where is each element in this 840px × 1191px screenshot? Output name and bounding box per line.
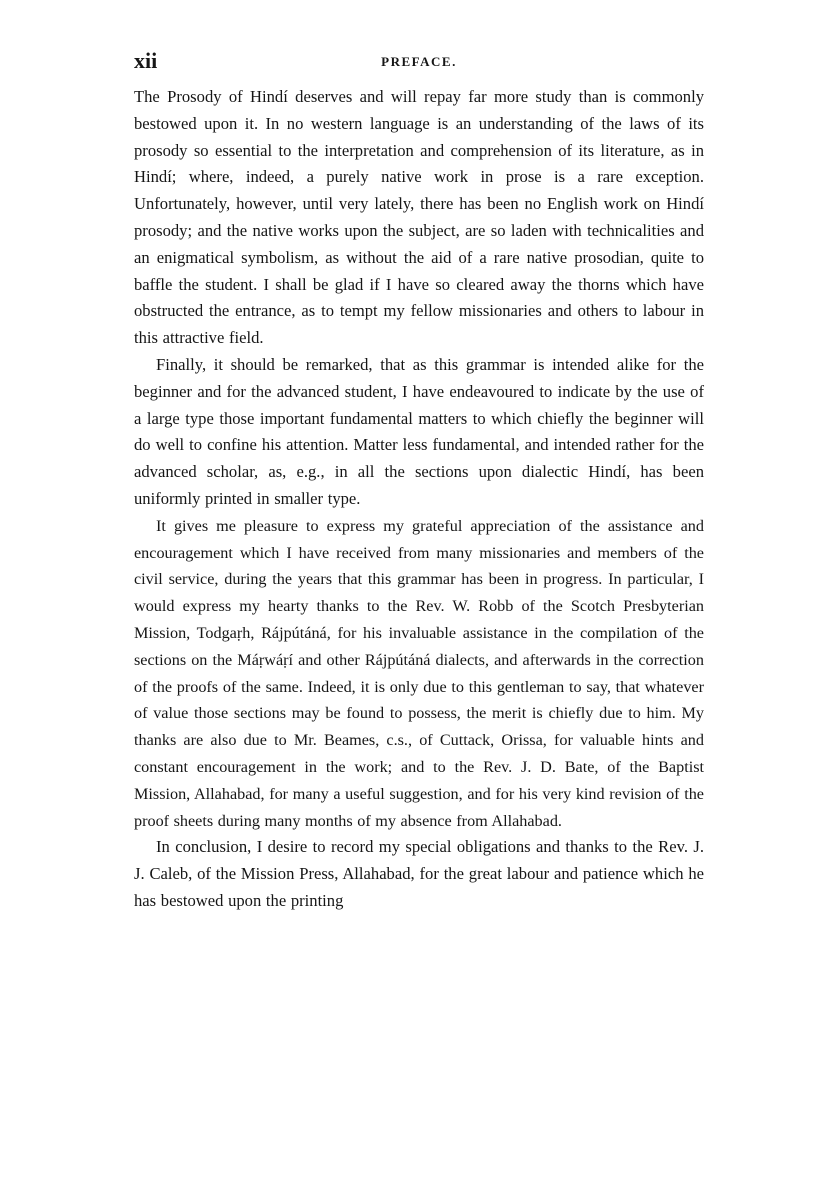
- paragraph-type-sizes: Finally, it should be remarked, that as this grammar is intended alike for the beginner and for the advanced student, I have endeavoured to indicate by the use of a large type those important fundamental matters to which chiefly the beginner will do well to confine his attention. Matter less fundamental, and intended rather for the advanced scholar, as, e.g., in all the sections upon dialectic Hindí, has been uniformly printed in smaller type.: [134, 354, 704, 508]
- page-number: xii: [134, 48, 158, 73]
- paragraph-conclusion: In conclusion, I desire to record my special obligations and thanks to the Rev. J. J. Caleb, of the Mission Press, Allahabad, for the great labour and patience which he has bestowed upon the printing: [134, 837, 704, 910]
- paragraph-acknowledgements: It gives me pleasure to express my grateful appreciation of the assistance and encouragement which I have received from many missionaries and members of the civil service, during the years that this grammar has been in progress. In particular, I would express my hearty thanks to the Rev. W. Robb of the Scotch Presbyterian Mission, Todgaṛh, Rájpútáná, for his invaluable assistance in the compilation of the sections on the Máṛwáṛí and other Rájpútáná dialects, and afterwards in the correction of the proofs of the same. Indeed, it is only due to this gentleman to say, that whatever of value those sections may be found to possess, the merit is chiefly due to him. My thanks are also due to Mr. Beames, c.s., of Cuttack, Orissa, for valuable hints and constant encouragement in the work; and to the Rev. J. D. Bate, of the Baptist Mission, Allahabad, for many a useful suggestion, and for his very kind revision of the proof sheets during many months of my absence from Allahabad.: [134, 516, 704, 830]
- book-page: [134, 50, 704, 915]
- running-title: PREFACE.: [381, 54, 457, 69]
- preface-body: [134, 84, 704, 915]
- paragraph-prosody: The Prosody of Hindí deserves and will repay far more study than is commonly bestowed upon it. In no western language is an understanding of the laws of its prosody so essential to the interpretation and comprehension of its literature, as in Hindí; where, indeed, a purely native work in prose is a rare exception. Unfortunately, however, until very lately, there has been no English work on Hindí prosody; and the native works upon the subject, are so laden with technicalities and an enigmatical symbolism, as without the aid of a rare native prosodian, quite to baffle the student. I shall be glad if I have so cleared away the thorns which have obstructed the entrance, as to tempt my fellow missionaries and others to labour in this attractive field.: [134, 87, 704, 348]
- running-header: [134, 50, 704, 84]
